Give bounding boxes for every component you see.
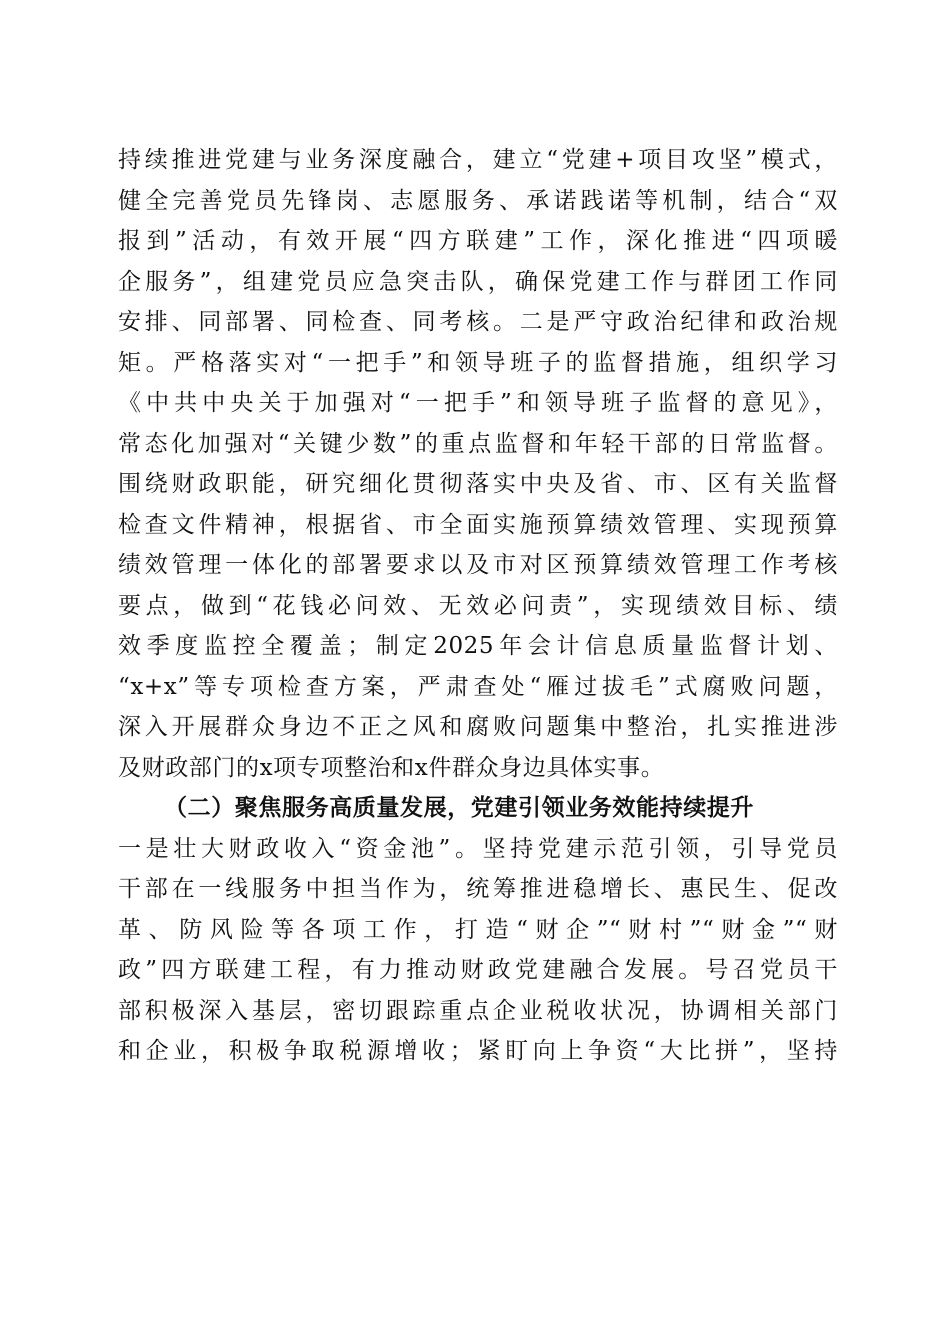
text-line: 健全完善党员先锋岗、志愿服务、承诺践诺等机制，结合“双 — [118, 187, 838, 214]
text-line: 和企业，积极争取税源增收；紧盯向上争资“大比拼”，坚持 — [118, 1038, 838, 1064]
text-line: 安排、同部署、同检查、同考核。二是严守政治纪律和政治规 — [118, 309, 838, 335]
text-line: 革、防风险等各项工作，打造“财企”“财村”“财金”“财 — [118, 916, 838, 943]
text-line: 报到”活动，有效开展“四方联建”工作，深化推进“四项暖 — [118, 228, 838, 254]
text-line: 政”四方联建工程，有力推动财政党建融合发展。号召党员干 — [118, 957, 838, 983]
text-line: 持续推进党建与业务深度融合，建立“党建+项目攻坚”模式， — [118, 147, 838, 173]
body-text — [118, 140, 838, 1072]
text-line: 矩。严格落实对“一把手”和领导班子的监督措施，组织学习 — [118, 349, 838, 376]
text-line: 企服务”，组建党员应急突击队，确保党建工作与群团工作同 — [118, 268, 838, 295]
text-line: 干部在一线服务中担当作为，统筹推进稳增长、惠民生、促改 — [118, 876, 838, 902]
text-line: 《中共中央关于加强对“一把手”和领导班子监督的意见》， — [118, 390, 838, 416]
text-line: 部积极深入基层，密切跟踪重点企业税收状况，协调相关部门 — [118, 997, 838, 1024]
text-line: 绩效管理一体化的部署要求以及市对区预算绩效管理工作考核 — [118, 552, 838, 578]
section-heading: （二）聚焦服务高质量发展，党建引领业务效能持续提升 — [164, 794, 754, 821]
text-line: 及财政部门的x项专项整治和x件群众身边具体实事。 — [118, 754, 665, 781]
text-line: 一是壮大财政收入“资金池”。坚持党建示范引领，引导党员 — [118, 835, 838, 862]
text-line: 要点，做到“花钱必问效、无效必问责”，实现绩效目标、绩 — [118, 592, 838, 619]
text-line: “x+x”等专项检查方案，严肃查处“雁过拔毛”式腐败问题， — [118, 673, 838, 700]
text-line: 常态化加强对“关键少数”的重点监督和年轻干部的日常监督。 — [118, 430, 838, 457]
text-line: 围绕财政职能，研究细化贯彻落实中央及省、市、区有关监督 — [118, 471, 838, 497]
text-line: 检查文件精神，根据省、市全面实施预算绩效管理、实现预算 — [118, 511, 838, 538]
text-line: 深入开展群众身边不正之风和腐败问题集中整治，扎实推进涉 — [118, 714, 838, 740]
text-line: 效季度监控全覆盖；制定2025年会计信息质量监督计划、 — [118, 633, 838, 659]
